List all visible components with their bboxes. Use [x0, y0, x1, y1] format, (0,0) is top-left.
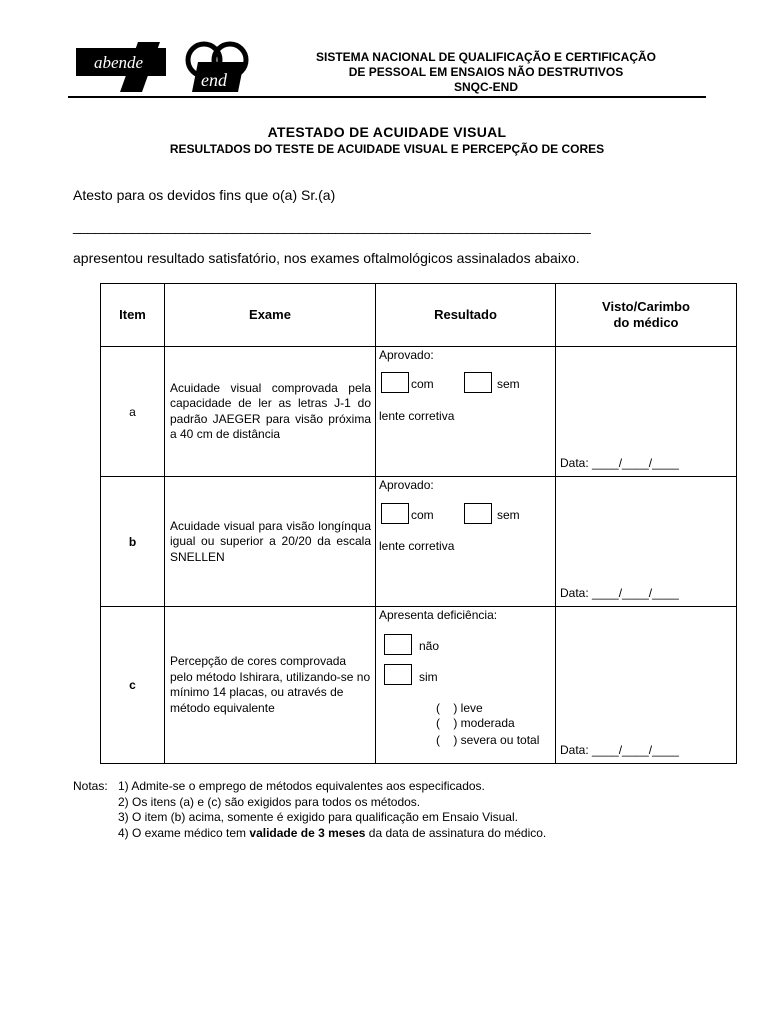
row-b-com-checkbox[interactable] — [381, 503, 409, 524]
row-b-visto-cell — [556, 477, 737, 607]
note-4 — [118, 826, 546, 842]
header-divider — [68, 96, 706, 98]
note-1: 1) Admite-se o emprego de métodos equivalentes aos especificados. — [118, 779, 485, 793]
row-a-com-label: com — [411, 377, 434, 391]
header-visto — [556, 284, 737, 347]
notes-section — [73, 779, 546, 841]
header-resultado: Resultado — [376, 284, 556, 347]
row-a-sem-checkbox[interactable] — [464, 372, 492, 393]
row-c-exam-cell — [165, 607, 376, 764]
row-a-exam-cell — [165, 347, 376, 477]
note-4-bold: validade de 3 meses — [249, 825, 366, 840]
row-a-sem-label: sem — [497, 377, 520, 391]
row-a-date-field[interactable]: Data: ____/____/____ — [560, 456, 679, 470]
row-a-visto-cell — [556, 347, 737, 477]
note-3: 3) O item (b) acima, somente é exigido para qualificação em Ensaio Visual. — [118, 810, 518, 824]
header-line-1: SISTEMA NACIONAL DE QUALIFICAÇÃO E CERTIFICAÇÃO — [315, 50, 656, 64]
row-b-date-field[interactable]: Data: ____/____/____ — [560, 586, 679, 600]
name-blank-line: _______________________________________________________________________ — [73, 218, 591, 234]
row-a-exam-text: Acuidade visual comprovada pela capacidade de ler as letras J-1 do padrão JAEGER para visão próxima a 40 cm de distância — [170, 380, 371, 441]
note-2: 2) Os itens (a) e (c) são exigidos para todos os métodos. — [118, 794, 421, 809]
row-c-moderada-option[interactable]: ( ) moderada — [436, 716, 515, 730]
intro-text: Atesto para os devidos fins que o(a) Sr.(a) — [73, 187, 336, 203]
header-title — [290, 50, 682, 95]
table-header-row — [101, 284, 737, 347]
document-title: ATESTADO DE ACUIDADE VISUAL — [267, 124, 507, 140]
header-line-2: DE PESSOAL EM ENSAIOS NÃO DESTRUTIVOS — [348, 65, 624, 79]
header-exame: Exame — [165, 284, 376, 347]
row-c-item: c — [101, 607, 165, 764]
row-b-exam-text: Acuidade visual para visão longínqua igual ou superior a 20/20 da escala SNELLEN — [170, 518, 371, 564]
row-b-com-label: com — [411, 508, 434, 522]
document-subtitle: RESULTADOS DO TESTE DE ACUIDADE VISUAL E PERCEPÇÃO DE CORES — [169, 142, 605, 156]
row-c-severa-option[interactable]: ( ) severa ou total — [436, 733, 540, 747]
result-text: apresentou resultado satisfatório, nos exames oftalmológicos assinalados abaixo. — [73, 250, 580, 266]
header-item: Item — [101, 284, 165, 347]
row-c-nao-label: não — [419, 639, 440, 653]
header-line-3: SNQC-END — [453, 80, 518, 94]
row-c-sim-label: sim — [419, 670, 438, 684]
abende-logo — [76, 42, 166, 92]
row-a-lente-label: lente corretiva — [379, 409, 455, 423]
row-a-result-cell — [376, 347, 556, 477]
row-a-item: a — [101, 347, 165, 477]
header-visto-line2: do médico — [613, 315, 679, 330]
end-logo — [178, 40, 262, 92]
abende-logo-text: abende — [94, 53, 144, 72]
notes-label: Notas: — [73, 779, 108, 793]
row-b-exam-cell — [165, 477, 376, 607]
row-c-sim-checkbox[interactable] — [384, 664, 412, 685]
row-a-aprovado-label: Aprovado: — [379, 348, 434, 362]
row-b-sem-label: sem — [497, 508, 520, 522]
row-c-visto-cell — [556, 607, 737, 764]
note-4-prefix: 4) O exame médico tem — [118, 825, 250, 840]
row-c-date-field[interactable]: Data: ____/____/____ — [560, 743, 679, 757]
row-c-result-cell — [376, 607, 556, 764]
row-c-exam-text: Percepção de cores comprovada pelo método Ishirara, utilizando-se no mínimo 14 placas, ou através de método equivalente — [170, 654, 371, 715]
row-b-result-cell — [376, 477, 556, 607]
header-visto-line1: Visto/Carimbo — [602, 299, 690, 314]
row-b-lente-label: lente corretiva — [379, 539, 455, 553]
row-b-item: b — [101, 477, 165, 607]
end-logo-text: end — [201, 70, 227, 90]
row-c-leve-option[interactable]: ( ) leve — [436, 701, 483, 715]
note-4-suffix: da data de assinatura do médico. — [365, 825, 547, 840]
table-row — [101, 477, 737, 607]
row-a-com-checkbox[interactable] — [381, 372, 409, 393]
row-b-aprovado-label: Aprovado: — [379, 478, 434, 492]
row-b-sem-checkbox[interactable] — [464, 503, 492, 524]
row-c-deficiencia-label: Apresenta deficiência: — [379, 608, 498, 622]
table-row — [101, 607, 737, 764]
row-c-nao-checkbox[interactable] — [384, 634, 412, 655]
table-row — [101, 347, 737, 477]
exams-table — [100, 283, 737, 764]
